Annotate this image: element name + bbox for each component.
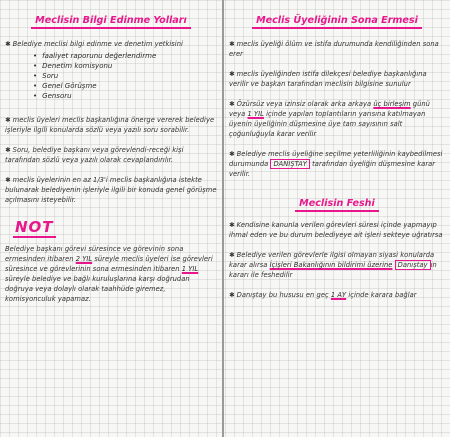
note-years-highlight: 1 YIL bbox=[181, 265, 199, 273]
note-paragraph: Belediye başkanı görevi süresince ve görevinin sona ermesinden itibaren 2 YIL süreyle meclis üyeleri ise görevleri süresince ve görevlerinin sona ermesinden itibaren 1 YIL süreyle belediye ve bağlı kuruluşlarına karşı doğrudan doğruya veya dolaylı olarak taahhüde giremez, komisyonculuk yapamaz. bbox=[5, 245, 213, 303]
paragraph-istifa-dilekcesi: ✱ meclis üyeliğinden istifa dilekçesi belediye başkanlığına verilir ve başkan tarafından meclisin bilgisine sunulur bbox=[229, 70, 427, 88]
paragraph-genel-gorusme: ✱ meclis üyelerinin en az 1/3'i meclis başkanlığına istekte bulunarak belediyenin işleriyle ilgili bir konuda genel görüşme açılmasını isteyebilir. bbox=[5, 176, 217, 204]
paragraph-olum-istifa: ✱ meclis üyeliği ölüm ve istifa durumunda kendiliğinden sona erer bbox=[229, 40, 439, 58]
left-title-wrap bbox=[5, 8, 217, 29]
asterisk-icon: ✱ bbox=[5, 176, 11, 184]
paragraph-gorev-ihmal: ✱ Kendisine kanunla verilen görevleri süresi içinde yapmayıp ihmal eden ve bu durum belediyeye ait işleri sekteye uğratırsa bbox=[229, 221, 443, 239]
right-title: Meclis Üyeliğinin Sona Ermesi bbox=[252, 15, 422, 29]
fesih-title: Meclisin Feshi bbox=[295, 198, 379, 212]
list-item: • Gensoru bbox=[33, 91, 217, 101]
asterisk-icon: ✱ bbox=[229, 40, 235, 48]
bullet-list bbox=[33, 51, 217, 101]
list-item: • Genel Görüşme bbox=[33, 81, 217, 91]
asterisk-icon: ✱ bbox=[5, 116, 11, 124]
paragraph-secilme-yeterliligi: ✱ Belediye meclis üyeliğine seçilme yeterliliğinin kaybedilmesi durumunda DANIŞTAY tarafından üyeliğin düşmesine karar verilir. bbox=[229, 150, 443, 178]
asterisk-icon: ✱ bbox=[229, 150, 235, 158]
fesih-title-wrap bbox=[229, 191, 445, 212]
list-item: • Soru bbox=[33, 71, 217, 81]
asterisk-icon: ✱ bbox=[229, 100, 235, 108]
left-title: Meclisin Bilgi Edinme Yolları bbox=[31, 15, 191, 29]
left-column bbox=[5, 0, 217, 437]
session-count-highlight: üç birleşim bbox=[373, 100, 411, 108]
paragraph-bilgi-edinme bbox=[5, 39, 217, 49]
right-title-wrap bbox=[229, 8, 445, 29]
paragraph-siyasi-karar: ✱ Belediye verilen görevlerle ilgisi olmayan siyasi konularda karar alırsa İçişleri Bakanlığının bildirimi üzerine Danıştay ın kararı ile feshedilir bbox=[229, 251, 437, 279]
icisleri-highlight: İçişleri Bakanlığının bildirimi üzerine bbox=[269, 261, 393, 269]
period-highlight: 1 YIL bbox=[247, 110, 264, 118]
intro-text: Belediye meclisi bilgi edinme ve denetim yetkisini bbox=[12, 40, 183, 48]
paragraph-danistay-sure: ✱ Danıştay bu hususu en geç 1 AY içinde karara bağlar bbox=[229, 291, 417, 299]
asterisk-icon: ✱ bbox=[229, 221, 235, 229]
asterisk-icon: ✱ bbox=[229, 291, 235, 299]
asterisk-icon: ✱ bbox=[5, 40, 11, 48]
paragraph-soru-onerge: ✱ meclis üyeleri meclis başkanlığına önerge vererek belediye işleriyle ilgili konularda sözlü veya yazılı soru sorabilir. bbox=[5, 116, 215, 134]
period-highlight: 1 AY bbox=[330, 291, 347, 299]
paragraph-soru-cevap: ✱ Soru, belediye başkanı veya görevlendi-receği kişi tarafından sözlü veya yazılı olarak cevaplandırılır. bbox=[5, 146, 184, 164]
asterisk-icon: ✱ bbox=[229, 70, 235, 78]
note-title-wrap bbox=[13, 217, 217, 238]
right-column bbox=[229, 0, 445, 437]
note-title: NOT bbox=[15, 218, 54, 236]
paragraph-devamsizlik: ✱ Özürsüz veya izinsiz olarak arka arkaya üç birleşim günü veya 1 YIL içinde yapılan toplantıların yarısına katılmayan üyenin üyeliğinin düşmesine üye tam sayısının salt çoğunluğuyla karar verilir bbox=[229, 100, 430, 138]
note-years-highlight: 2 YIL bbox=[75, 255, 93, 263]
danistay-box: Danıştay bbox=[395, 260, 431, 270]
asterisk-icon: ✱ bbox=[229, 251, 235, 259]
asterisk-icon: ✱ bbox=[5, 146, 11, 154]
danistay-box: DANIŞTAY bbox=[270, 159, 309, 169]
list-item: • Denetim komisyonu bbox=[33, 61, 217, 71]
column-divider bbox=[222, 0, 224, 437]
list-item: • faaliyet raporunu değerlendirme bbox=[33, 51, 217, 61]
